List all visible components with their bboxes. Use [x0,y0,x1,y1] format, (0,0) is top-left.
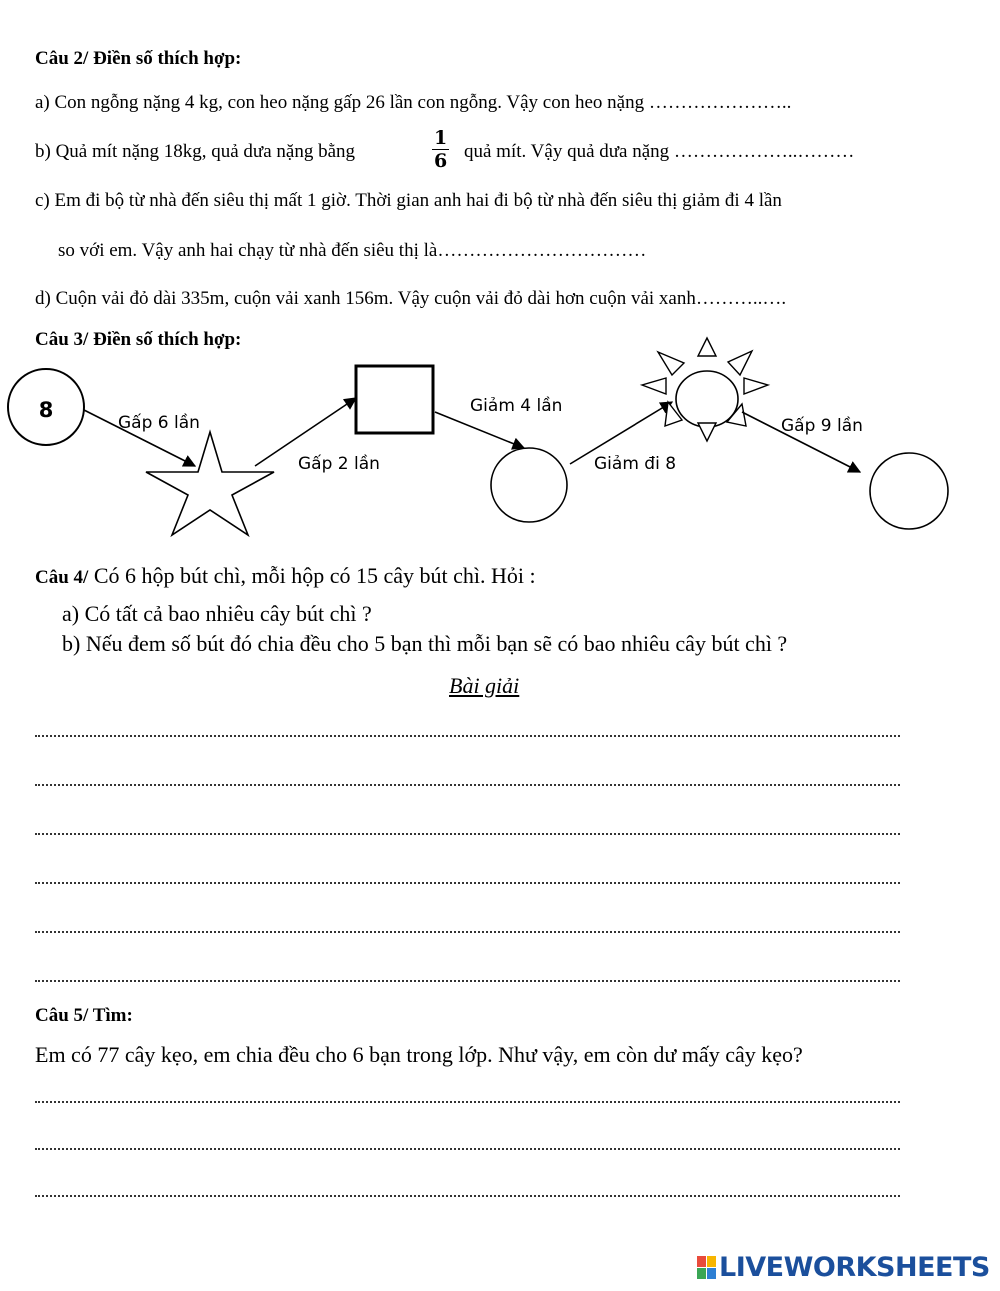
circle-answer-box-2[interactable] [870,453,948,529]
q4-title-bold: Câu 4/ [35,567,89,588]
label-gap-6: Gấp 6 lần [118,413,200,433]
answer-line-6[interactable] [35,980,900,982]
logo-mark-cell [707,1256,716,1267]
q2-item-a: a) Con ngỗng nặng 4 kg, con heo nặng gấp 26 lần con ngỗng. Vậy con heo nặng ………………….. [35,92,792,113]
liveworksheets-logo [697,1252,990,1283]
q2-item-b-after: quả mít. Vậy quả dưa nặng ………………..……… [464,141,855,162]
fraction-numerator: 1 [434,127,448,149]
start-value: 8 [38,398,54,422]
q5-answer-line-3[interactable] [35,1195,900,1197]
answer-line-3[interactable] [35,833,900,835]
logo-mark-icon [697,1256,716,1279]
q5-title: Câu 5/ Tìm: [35,1005,133,1026]
label-giam-di-8: Giảm đi 8 [594,454,677,474]
fraction-denominator: 6 [434,150,448,172]
label-giam-4: Giảm 4 lần [470,396,563,416]
q2-item-d: d) Cuộn vải đỏ dài 335m, cuộn vải xanh 156m. Vậy cuộn vải đỏ dài hơn cuộn vải xanh………..…. [35,288,787,309]
answer-line-1[interactable] [35,735,900,737]
q4-item-b: b) Nếu đem số bút đó chia đều cho 5 bạn thì mỗi bạn sẽ có bao nhiêu cây bút chì ? [62,631,788,656]
q3-title: Câu 3/ Điền số thích hợp: [35,329,242,350]
label-gap-2: Gấp 2 lần [298,454,380,474]
logo-text: LIVEWORKSHEETS [719,1252,990,1283]
q2-item-c-line2: so với em. Vậy anh hai chạy từ nhà đến siêu thị là…………………………… [58,240,647,261]
q2-item-b-before: b) Quả mít nặng 18kg, quả dưa nặng bằng [35,141,356,162]
q2-title: Câu 2/ Điền số thích hợp: [35,48,242,69]
logo-mark-cell [697,1256,706,1267]
answer-line-4[interactable] [35,882,900,884]
solution-heading: Bài giải [449,673,520,698]
answer-line-5[interactable] [35,931,900,933]
sun-answer-box[interactable] [642,338,768,441]
q5-answer-line-2[interactable] [35,1148,900,1150]
q5-text: Em có 77 cây kẹo, em chia đều cho 6 bạn trong lớp. Như vậy, em còn dư mấy cây kẹo? [35,1042,803,1067]
star-answer-box[interactable] [146,432,274,535]
q4-item-a: a) Có tất cả bao nhiêu cây bút chì ? [62,601,372,626]
answer-line-2[interactable] [35,784,900,786]
q5-answer-line-1[interactable] [35,1101,900,1103]
fraction-one-sixth [432,127,449,172]
logo-mark-cell [707,1268,716,1279]
arrow-3 [435,412,524,448]
q4-title-rest: Có 6 hộp bút chì, mỗi hộp có 15 cây bút chì. Hỏi : [88,563,536,588]
square-answer-box[interactable] [356,366,433,433]
label-gap-9: Gấp 9 lần [781,416,863,436]
q3-flow-diagram [0,330,1000,540]
circle-answer-box-1[interactable] [491,448,567,522]
q4-title [35,563,536,589]
logo-mark-cell [697,1268,706,1279]
q2-item-c-line1: c) Em đi bộ từ nhà đến siêu thị mất 1 giờ. Thời gian anh hai đi bộ từ nhà đến siêu thị giảm đi 4 lần [35,190,782,211]
